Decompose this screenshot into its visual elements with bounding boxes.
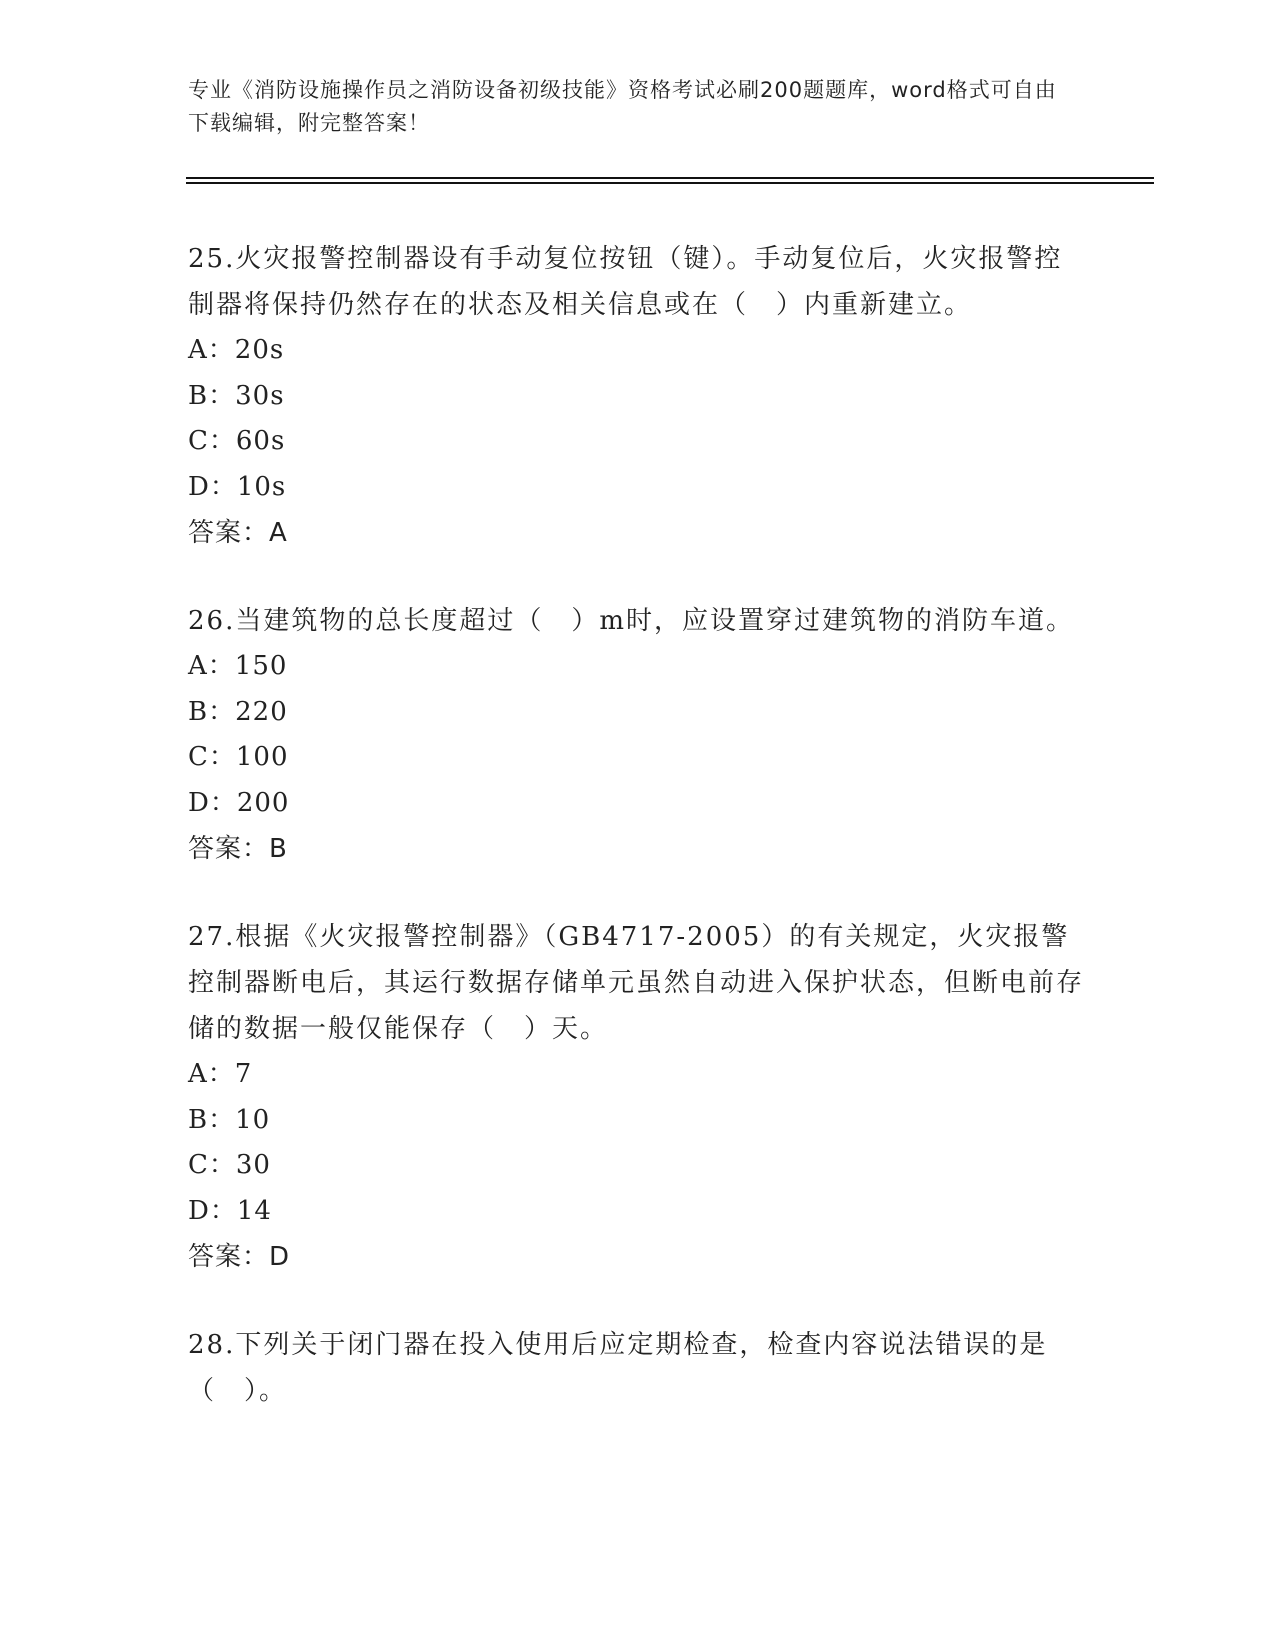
- option-c: C：60s: [188, 426, 286, 456]
- question-27: [188, 914, 1088, 1280]
- answer-line: 答案：A: [188, 518, 288, 548]
- question-stem: 27.根据《火灾报警控制器》（GB4717-2005）的有关规定，火灾报警控制器断电后，其运行数据存储单元虽然自动进入保护状态，但断电前存储的数据一般仅能保存（ ）天。: [188, 922, 1085, 1044]
- option-d: D：14: [188, 1195, 272, 1226]
- question-stem: 26.当建筑物的总长度超过（ ）m时，应设置穿过建筑物的消防车道。: [188, 606, 1075, 636]
- option-b: B：30s: [188, 380, 285, 411]
- option-b: B：220: [188, 696, 288, 727]
- answer-line: 答案：D: [188, 1242, 291, 1272]
- header-rule-bottom: [186, 182, 1154, 184]
- document-header: 专业《消防设施操作员之消防设备初级技能》资格考试必刷200题题库，word格式可自由下载编辑，附完整答案！: [188, 78, 1057, 135]
- question-list: [188, 236, 1088, 1456]
- option-c: C：30: [188, 1150, 271, 1180]
- question-stem: 25.火灾报警控制器设有手动复位按钮（键）。手动复位后，火灾报警控制器将保持仍然存在的状态及相关信息或在（ ）内重新建立。: [188, 244, 1063, 320]
- option-c: C：100: [188, 742, 289, 772]
- option-b: B：10: [188, 1104, 271, 1135]
- option-d: D：10s: [188, 471, 287, 502]
- option-a: A：7: [188, 1059, 253, 1089]
- question-stem: 28.下列关于闭门器在投入使用后应定期检查，检查内容说法错误的是（ ）。: [188, 1330, 1048, 1406]
- answer-line: 答案：B: [188, 834, 288, 864]
- question-26: [188, 598, 1088, 872]
- header-rule-top: [186, 177, 1154, 179]
- question-25: [188, 236, 1088, 556]
- question-28: [188, 1322, 1088, 1414]
- option-a: A：150: [188, 651, 288, 681]
- option-a: A：20s: [188, 335, 285, 365]
- option-d: D：200: [188, 787, 290, 818]
